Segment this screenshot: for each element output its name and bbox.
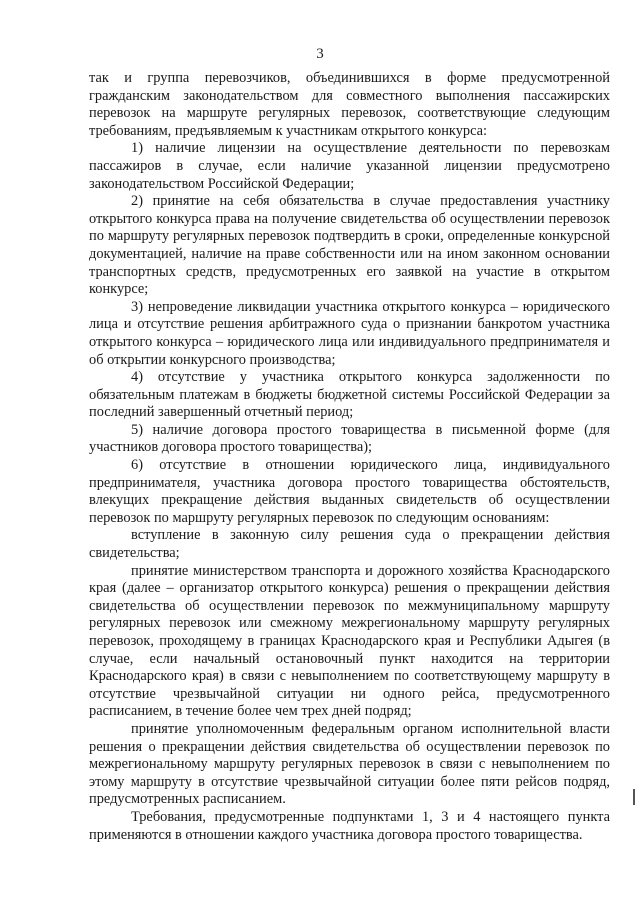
paragraph-item-6: 6) отсутствие в отношении юридического лица, индивидуального предпринимателя, участника договора простого товарищества обстоятельств, влекущих прекращение действия выданных свидетельств об осуществлении перевозок по маршруту регулярных перевозок по следующим основаниям: — [89, 457, 610, 526]
paragraph-intro: так и группа перевозчиков, объединившихся в форме предусмотренной гражданским законодательством для совместного выполнения пассажирских перевозок на маршруте регулярных перевозок, соответствующие следующим требованиям, предъявляемым к участникам открытого конкурса: — [89, 70, 610, 139]
paragraph-item-3: 3) непроведение ликвидации участника открытого конкурса – юридического лица и отсутствие решения арбитражного суда о признании банкротом участника открытого конкурса – юридического лица или индивидуального предпринимателя и об открытии конкурсного производства; — [89, 298, 610, 368]
paragraph-item-4: 4) отсутствие у участника открытого конкурса задолженности по обязательным платежам в бюджеты бюджетной системы Российской Федерации за последний завершенный отчетный период; — [89, 369, 610, 421]
paragraph-ground-federal-decision: принятие уполномоченным федеральным органом исполнительной власти решения о прекращении действия свидетельства об осуществлении перевозок по межрегиональному маршруту регулярных перевозок в связи с невыполнением по этому маршруту в отсутствие чрезвычайной ситуации более пяти рейсов подряд, предусмотренных расписанием. — [89, 720, 610, 808]
paragraph-ground-ministry-decision: принятие министерством транспорта и дорожного хозяйства Краснодарского края (далее – организатор открытого конкурса) решения о прекращении действия свидетельства об осуществлении перевозок по межмуниципальному маршруту регулярных перевозок или смежному межрегиональному маршруту регулярных перевозок, проходящему в границах Краснодарского края и Республики Адыгея (в случае, если начальный остановочный пункт находится на территории Краснодарского края) в связи с невыполнением по соответствующему маршруту в отсутствие чрезвычайной ситуации ни одного рейса, предусмотренного расписанием, в течение более чем трех дней подряд; — [89, 562, 610, 720]
document-body — [89, 70, 610, 844]
page-number: 3 — [316, 46, 324, 62]
paragraph-requirements-note: Требования, предусмотренные подпунктами 1, 3 и 4 настоящего пункта применяются в отношении каждого участника договора простого товарищества. — [89, 808, 610, 843]
paragraph-item-1: 1) наличие лицензии на осуществление деятельности по перевозкам пассажиров в случае, если наличие указанной лицензии предусмотрено законодательством Российской Федерации; — [89, 140, 610, 192]
paragraph-ground-court-decision: вступление в законную силу решения суда о прекращении действия свидетельства; — [89, 527, 610, 562]
paragraph-item-2: 2) принятие на себя обязательства в случае предоставления участнику открытого конкурса права на получение свидетельства об осуществлении перевозок по маршруту регулярных перевозок подтвердить в сроки, определенные конкурсной документацией, наличие на праве собственности или на ином законном основании транспортных средств, предусмотренных его заявкой на участие в открытом конкурсе; — [89, 193, 610, 298]
scan-edge-mark — [633, 789, 635, 805]
paragraph-item-5: 5) наличие договора простого товарищества в письменной форме (для участников договора простого товарищества); — [89, 421, 610, 456]
